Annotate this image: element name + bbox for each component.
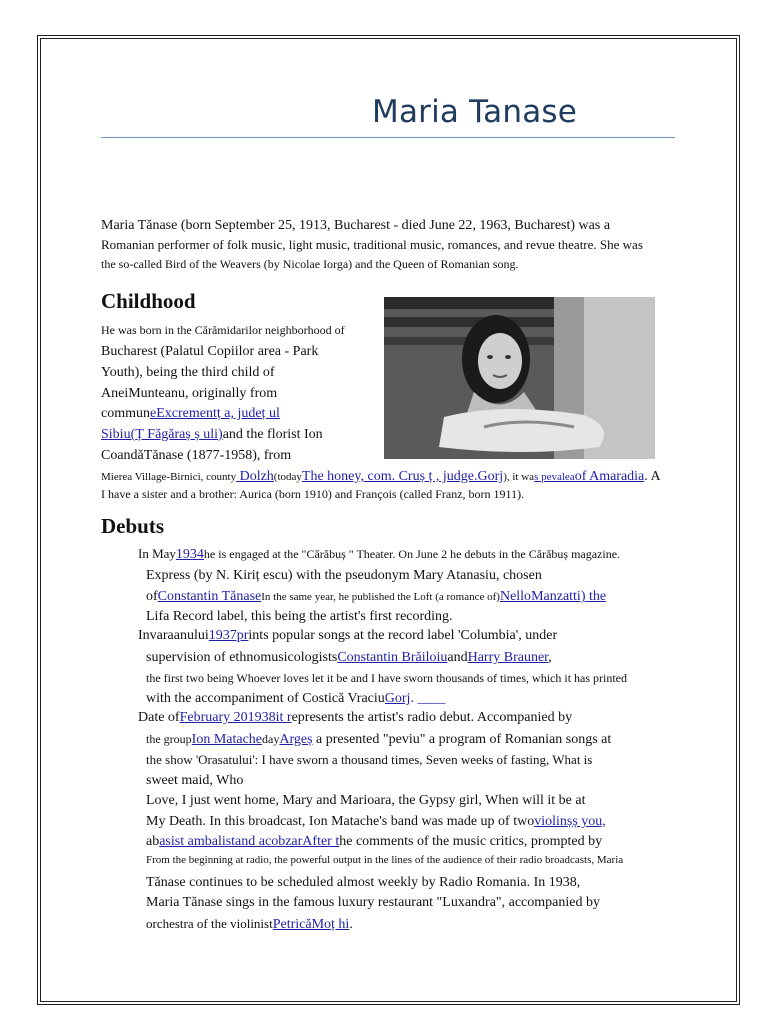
childhood-line-7: CoandăTănase (1877-1958), from (101, 448, 292, 463)
link-pevalea[interactable]: s pevalea (534, 471, 575, 483)
link-excrement-county[interactable]: eExcrementț a, județ ul (150, 406, 280, 421)
intro-line-2: Romanian performer of folk music, light music, traditional music, romances, and revue theatre. She was (101, 237, 643, 252)
link-amaradia[interactable]: of Amaradia (574, 469, 645, 484)
debut-1-line-4: Lifa Record label, this being the artist's first recording. (146, 609, 453, 624)
text-fragment: day (262, 732, 280, 746)
link-1934[interactable]: 1934 (175, 547, 204, 562)
link-sibiu[interactable]: Sibiu( (101, 427, 136, 442)
debut-3-line-4: sweet maid, Who (146, 773, 244, 788)
link-violins[interactable]: violinșș you, (534, 814, 606, 829)
text-fragment: My Death. In this broadcast, Ion Matache's band was made up of two (146, 814, 535, 829)
debut-3-line-8: From the beginning at radio, the powerful output in the lines of the audience of their radio broadcasts, Maria (146, 854, 624, 866)
text-fragment: (today (273, 471, 302, 483)
text-fragment: . A (644, 469, 661, 484)
text-fragment: supervision of ethnomusicologists (146, 650, 338, 665)
document-title: Maria Tanase (372, 94, 578, 130)
text-fragment: he is engaged at the "Cărăbuș " Theater. On June 2 he debuts in the Cărăbuș magazine. (203, 547, 621, 561)
debut-3-line-5: Love, I just went home, Mary and Marioara, the Gypsy girl, When will it be at (146, 793, 586, 808)
childhood-line-3: Youth), being the third child of (101, 365, 275, 380)
debut-2-line-1 (138, 629, 557, 643)
link-nello[interactable]: Nello (499, 589, 532, 604)
heading-debuts: Debuts (101, 514, 165, 538)
debut-3-line-7 (146, 835, 602, 849)
text-fragment: Date of (138, 710, 180, 725)
debut-3-line-6 (146, 815, 606, 829)
debut-3-line-3: the show 'Orasatului': I have sworn a thousand times, Seven weeks of fasting, What is (146, 752, 593, 767)
debut-2-line-2 (146, 651, 552, 665)
childhood-line-6 (101, 428, 323, 442)
text-fragment: a presented "peviu" a program of Romanian songs at (312, 732, 612, 747)
debut-3-line-1 (138, 711, 572, 725)
text-fragment: Invaraanului (138, 628, 209, 643)
text-fragment: of (146, 589, 158, 604)
portrait-photo (384, 297, 655, 459)
text-fragment: In the same year, he published the Loft (a romance of) (261, 591, 500, 603)
text-fragment: orchestra of the violinist (146, 916, 273, 931)
link-manzatti[interactable]: Manzatti) the (531, 589, 607, 604)
text-fragment: Mierea Village-Birnici, county (101, 471, 237, 483)
childhood-line-8 (101, 470, 661, 484)
heading-childhood: Childhood (101, 289, 196, 313)
text-fragment: In May (138, 546, 176, 561)
debut-1-line-1 (138, 547, 620, 562)
debut-2-line-3: the first two being Whoever loves let it be and I have sworn thousands of times, which it has printed (146, 671, 628, 685)
text-fragment: with the accompaniment of Costică Vraciu (146, 691, 385, 706)
text-fragment: and (447, 650, 468, 665)
childhood-line-1: He was born in the Cărămidarilor neighborhood of (101, 323, 345, 337)
debut-1-line-3 (146, 590, 606, 604)
debut-3-line-11 (146, 917, 353, 932)
link-gorj[interactable]: Gorj (477, 469, 504, 484)
childhood-line-9: I have a sister and a brother: Aurica (born 1910) and François (called Franz, born 1911). (101, 487, 525, 501)
text-fragment: ), it wa (503, 471, 535, 483)
childhood-line-5 (101, 407, 280, 421)
title-underline (101, 137, 675, 138)
intro-line-3: the so-called Bird of the Weavers (by Nicolae Iorga) and the Queen of Romanian song. (101, 257, 519, 271)
text-fragment: ab (146, 834, 160, 849)
link-cobzar[interactable]: cobzar (264, 834, 303, 849)
text-fragment: commun (101, 406, 150, 421)
debut-3-line-10: Maria Tănase sings in the famous luxury restaurant "Luxandra", accompanied by (146, 895, 600, 910)
text-fragment: . (349, 917, 353, 932)
debut-2-line-4 (146, 692, 445, 706)
text-fragment: epresents the artist's radio debut. Accompanied by (291, 710, 573, 725)
link-cymbalist[interactable]: listand a (217, 834, 265, 849)
childhood-line-2: Bucharest (Palatul Copiilor area - Park (101, 344, 319, 359)
text-fragment: . ____ (410, 691, 446, 706)
link-constantin-brailoiu[interactable]: Constantin Brăiloiu (337, 650, 448, 665)
link-1937[interactable]: 1937pr (208, 628, 249, 643)
link-february-1938[interactable]: February 201938it r (179, 710, 292, 725)
text-fragment: and the florist Ion (222, 427, 323, 442)
intro-line-1: Maria Tănase (born September 25, 1913, Bucharest - died June 22, 1963, Bucharest) was a (101, 218, 611, 233)
link-after[interactable]: After t (302, 834, 340, 849)
link-basist[interactable]: asist amba (159, 834, 218, 849)
link-honey-commune[interactable]: The honey, com. Cruș ț , judge. (301, 469, 478, 484)
link-fagaras[interactable]: Ț Făgăraș ș uli) (135, 427, 223, 442)
link-arges[interactable]: Argeș (279, 732, 313, 747)
childhood-line-4: AneiMunteanu, originally from (101, 386, 278, 401)
link-constantin-tanase[interactable]: Constantin Tănase (157, 589, 262, 604)
text-fragment: ints popular songs at the record label 'Columbia', under (248, 628, 558, 643)
link-gorj-2[interactable]: Gorj (384, 691, 411, 706)
debut-3-line-2 (146, 733, 611, 747)
text-fragment: , (548, 650, 552, 665)
debut-1-line-2: Express (by N. Kiriț escu) with the pseudonym Mary Atanasiu, chosen (146, 568, 542, 583)
link-dolzh[interactable]: Dolzh (236, 469, 274, 484)
link-ion-matache[interactable]: Ion Matache (191, 732, 263, 747)
text-fragment: the group (146, 732, 192, 746)
link-harry-brauner[interactable]: Harry Brauner (467, 650, 549, 665)
debut-3-line-9: Tănase continues to be scheduled almost weekly by Radio Romania. In 1938, (146, 875, 581, 890)
link-petrica-mothi[interactable]: PetricăMoț hi (272, 917, 350, 932)
text-fragment: he comments of the music critics, prompted by (339, 834, 603, 849)
